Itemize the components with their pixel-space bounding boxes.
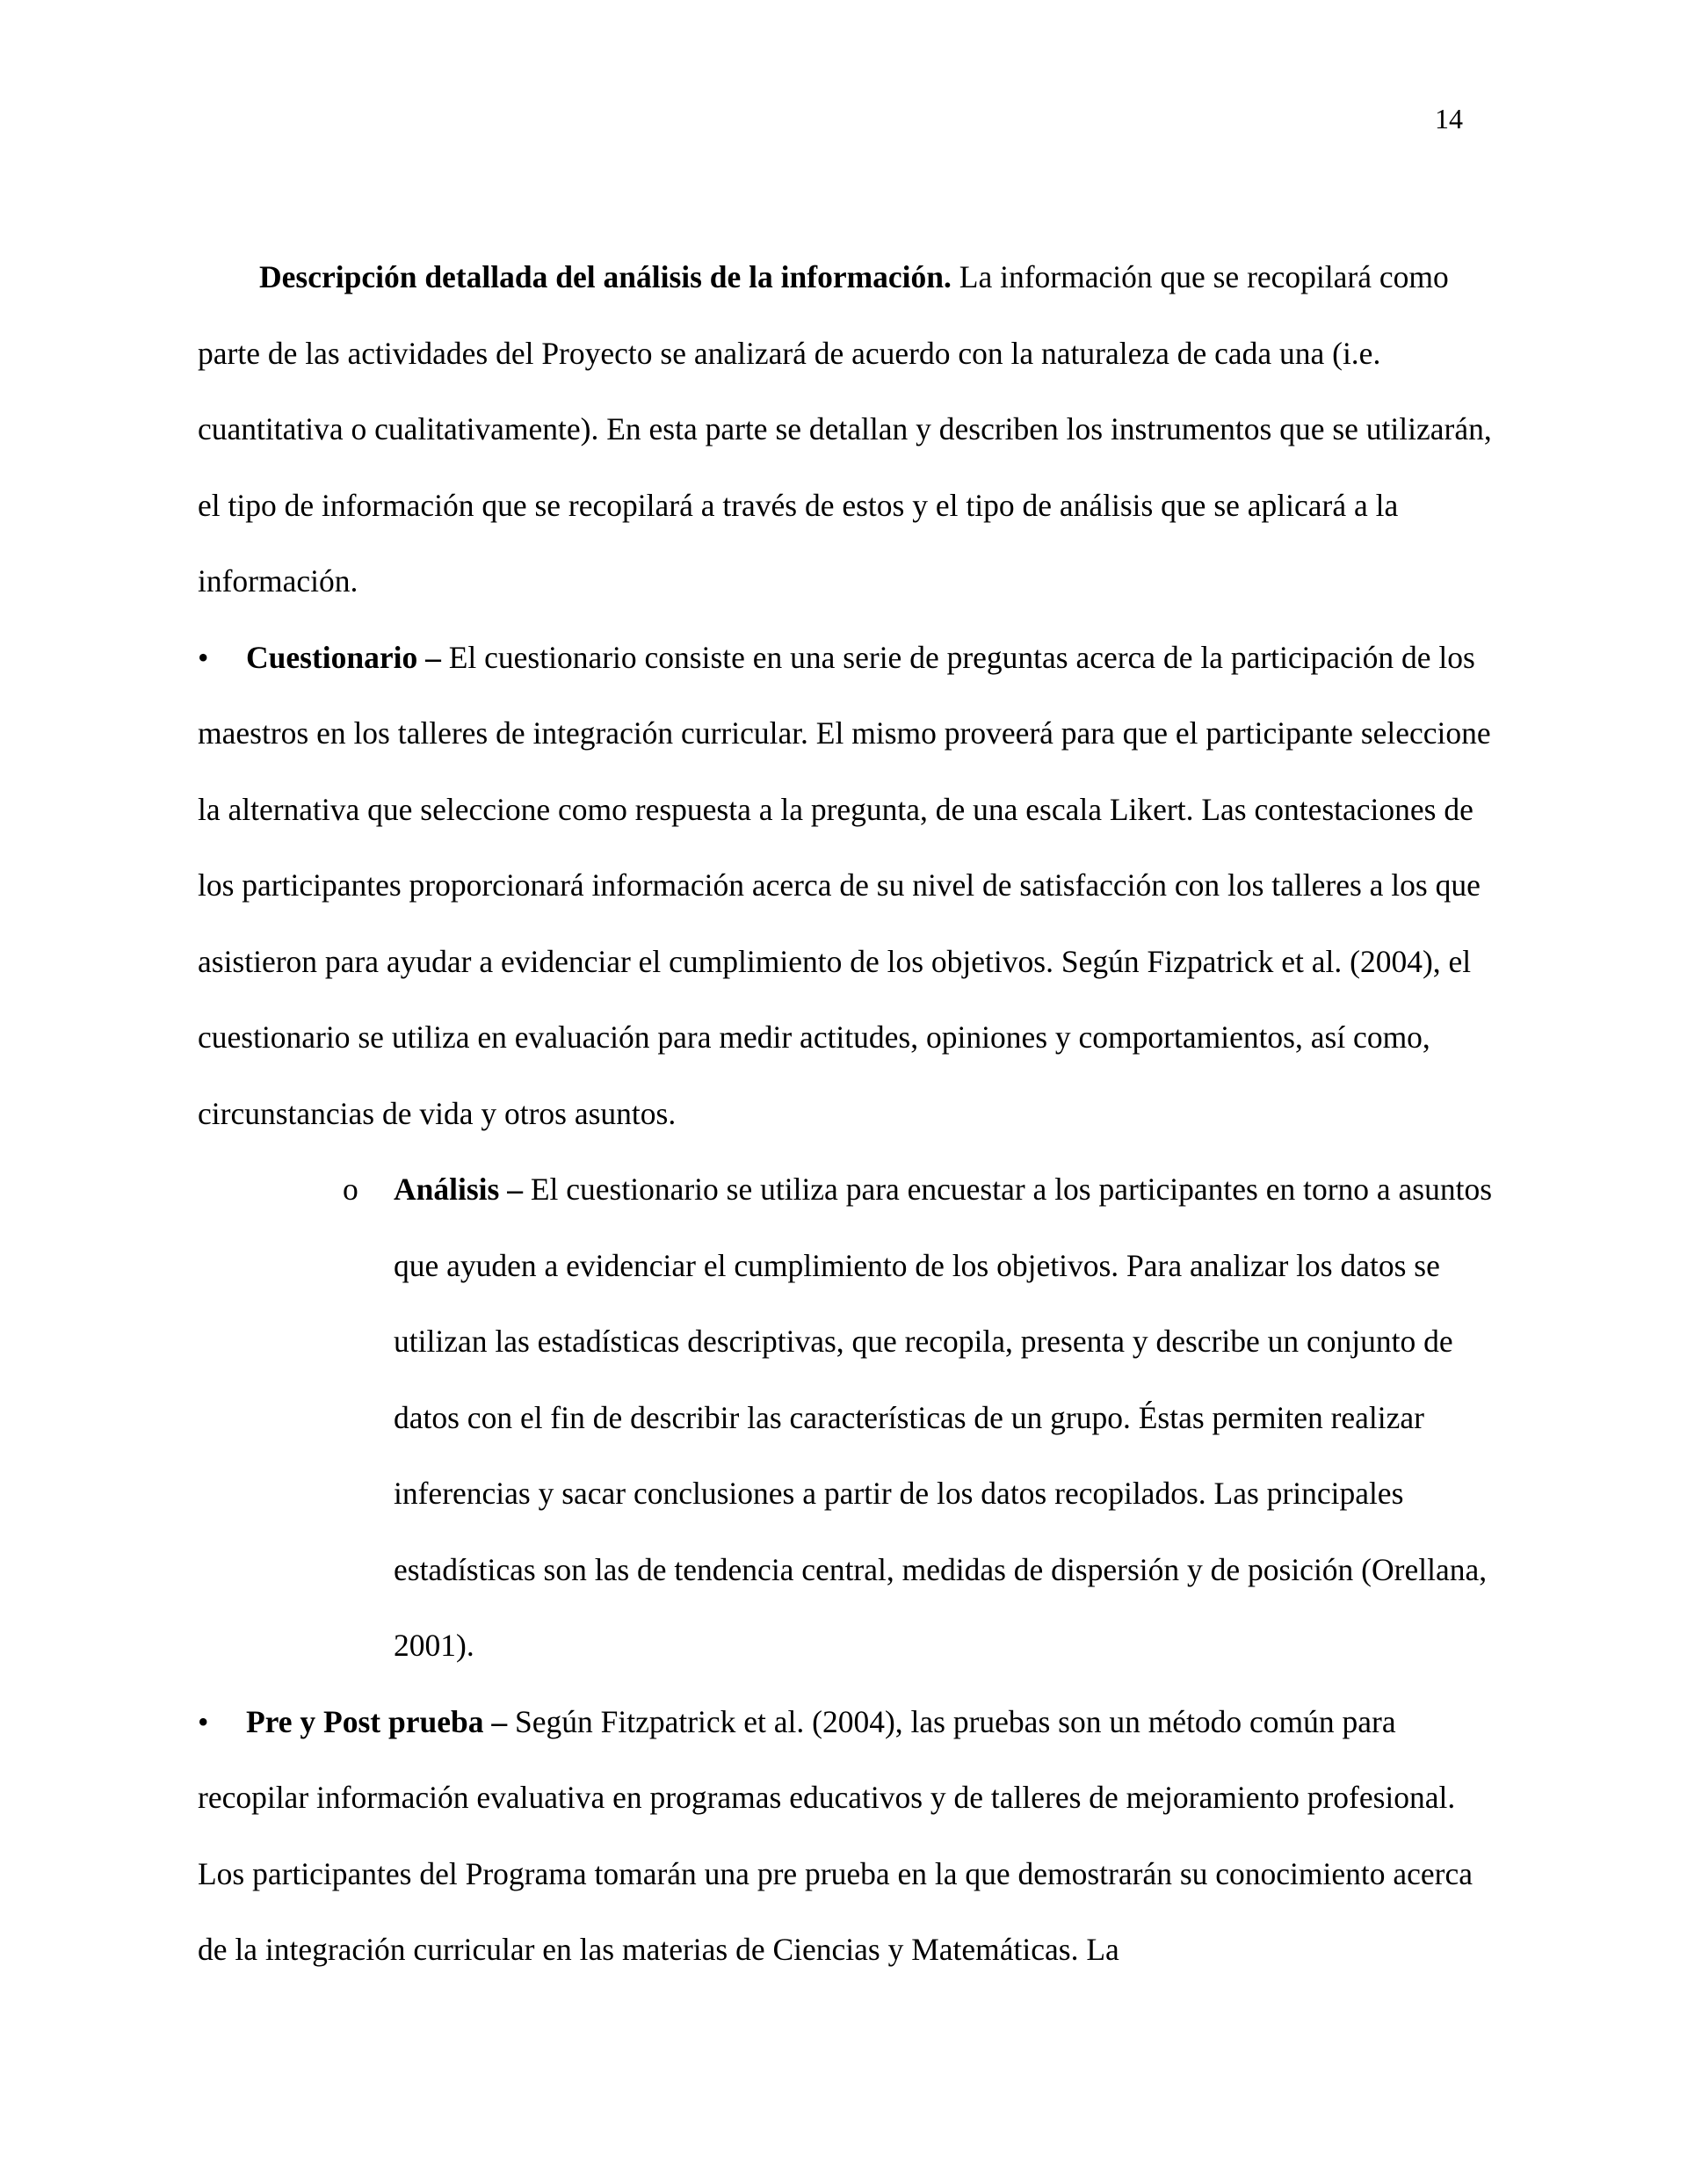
page-number: 14 [1435, 103, 1463, 134]
document-body [198, 239, 1494, 1988]
sub-list-item-text [394, 1151, 1494, 1684]
sub-bullet-icon: o [343, 1172, 358, 1207]
sub-list-item-body: El cuestionario se utiliza para encuestar a los participantes en torno a asuntos que ayuden a evidenciar el cumplimiento de los objetivos. Para analizar los datos se utilizan las estadísticas descriptivas, que recopila, presenta y describe un conjunto de datos con el fin de describir las características de un grupo. Éstas permiten realizar inferencias y sacar conclusiones a partir de los datos recopilados. Las principales estadísticas son las de tendencia central, medidas de dispersión y de posición (Orellana, 2001). [394, 1172, 1493, 1663]
bullet-icon: • [198, 639, 209, 675]
sub-list-item-title: Análisis – [394, 1172, 523, 1207]
bullet-icon: • [198, 1703, 209, 1739]
list-item-body: El cuestionario consiste en una serie de preguntas acerca de la participación de los maestros en los talleres de integración curricular. El mismo proveerá para que el participante seleccione la alternativa que seleccione como respuesta a la pregunta, de una escala Likert. Las contestaciones de los participantes proporcionará información acerca de su nivel de satisfacción con los talleres a los que asistieron para ayudar a evidenciar el cumplimiento de los objetivos. Según Fizpatrick et al. (2004), el cuestionario se utiliza en evaluación para medir actitudes, opiniones y comportamientos, así como, circunstancias de vida y otros asuntos. [198, 639, 1491, 1131]
intro-paragraph [198, 239, 1494, 620]
list-item-title: Pre y Post prueba – [246, 1703, 508, 1739]
list-item-pre-post-prueba [198, 1684, 1494, 1988]
list-item-text [198, 1684, 1494, 1988]
sub-list-item-analisis [198, 1151, 1494, 1684]
list-item-title: Cuestionario – [246, 639, 441, 675]
list-item-body: Según Fitzpatrick et al. (2004), las pruebas son un método común para recopilar información evaluativa en programas educativos y de talleres de mejoramiento profesional. Los participantes del Programa tomarán una pre prueba en la que demostrarán su conocimiento acerca de la integración curricular en las materias de Ciencias y Matemáticas. La [198, 1703, 1473, 1967]
list-item-text [198, 620, 1494, 1152]
section-heading: Descripción detallada del análisis de la información. [259, 259, 952, 294]
list-item-cuestionario [198, 620, 1494, 1152]
intro-text: La información que se recopilará como parte de las actividades del Proyecto se analizará de acuerdo con la naturaleza de cada una (i.e. cuantitativa o cualitativamente). En esta parte se detallan y describen los instrumentos que se utilizarán, el tipo de información que se recopilará a través de estos y el tipo de análisis que se aplicará a la información. [198, 259, 1492, 599]
